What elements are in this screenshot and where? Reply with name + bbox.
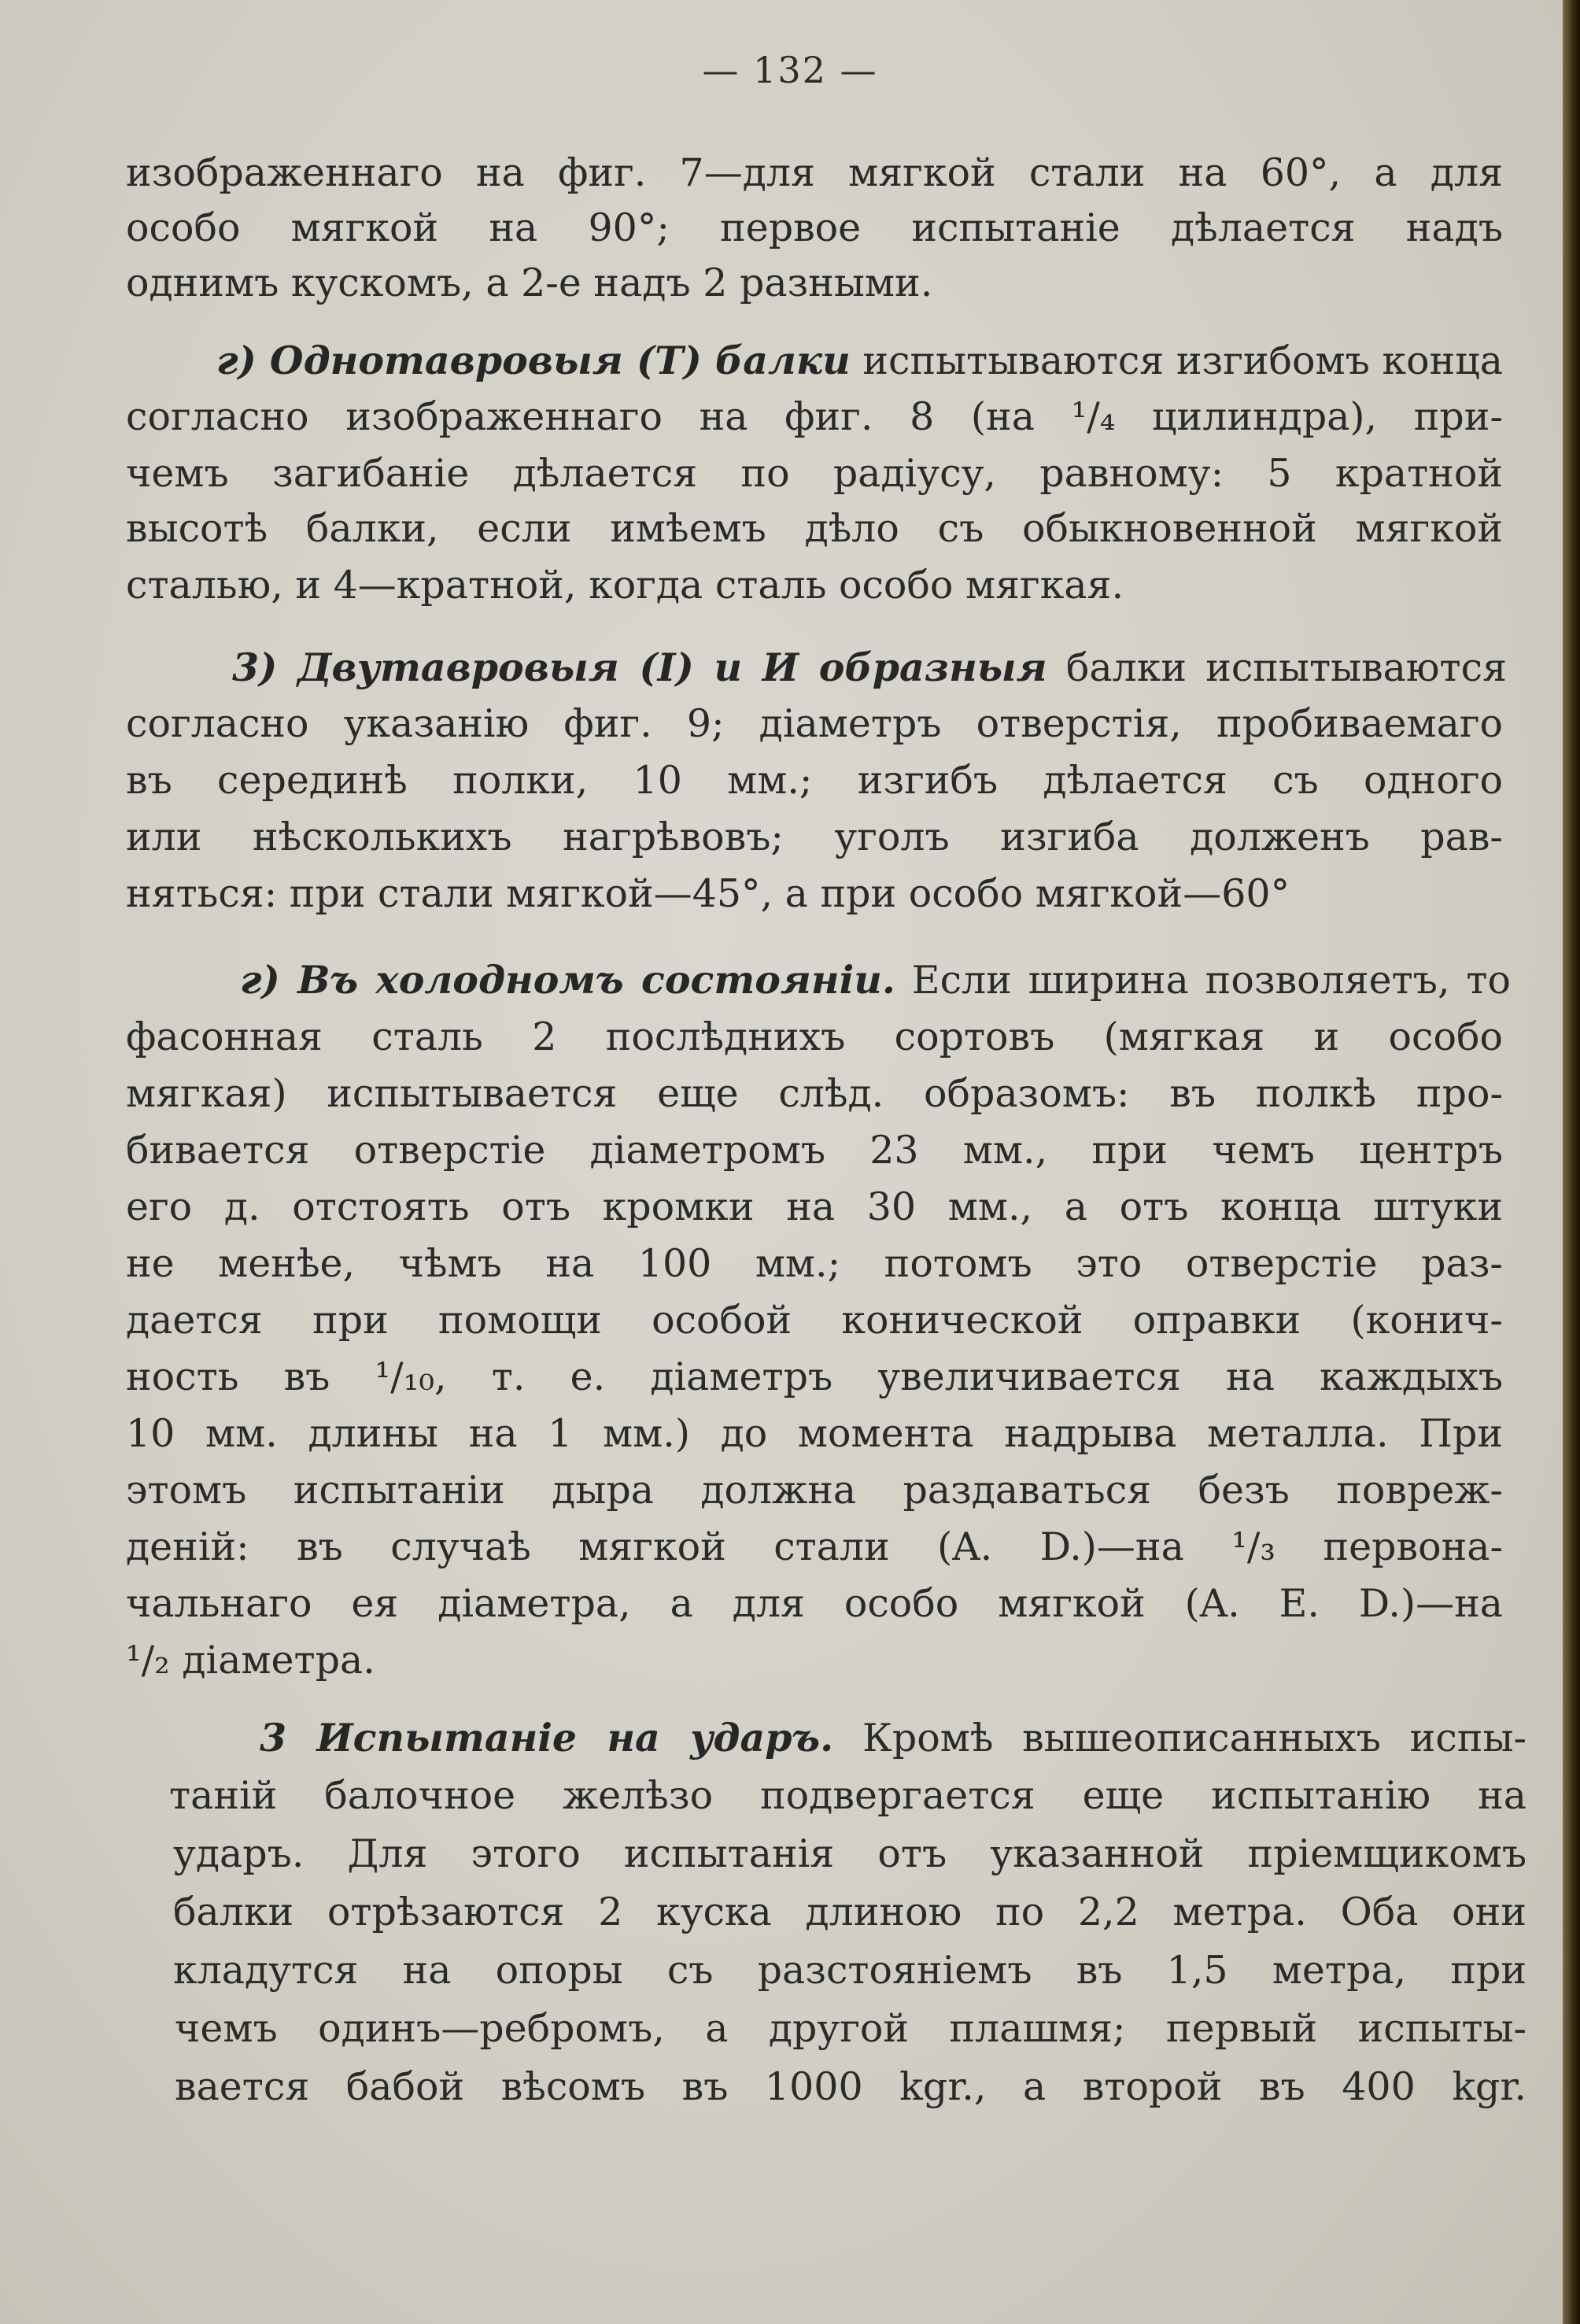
paragraph-first-line bbox=[216, 337, 1503, 385]
text-line: его д. отстоять отъ кромки на 30 мм., а отъ конца штуки bbox=[126, 1184, 1503, 1229]
text-line: чальнаго ея діаметра, а для особо мягкой (A. E. D.)—на bbox=[126, 1581, 1503, 1626]
paragraph-first-line bbox=[240, 956, 1511, 1004]
text-line: чемъ одинъ—ребромъ, а другой плашмя; первый испыты- bbox=[175, 2006, 1526, 2051]
paragraph-heading: 3 Испытаніе на ударъ. bbox=[260, 1715, 834, 1761]
book-spine bbox=[1563, 0, 1580, 2324]
text-line: таній балочное желѣзо подвергается еще испытанію на bbox=[169, 1773, 1526, 1818]
text-line: няться: при стали мягкой—45°, а при особо мягкой—60° bbox=[126, 871, 1290, 916]
paragraph-first-line bbox=[232, 644, 1507, 692]
paragraph-text: испытываются изгибомъ конца bbox=[862, 338, 1504, 383]
text-line: чемъ загибаніе дѣлается по радіусу, равному: 5 кратной bbox=[126, 451, 1503, 496]
page-number: — 132 — bbox=[702, 49, 878, 91]
text-line: изображеннаго на фиг. 7—для мягкой стали на 60°, а для bbox=[126, 150, 1503, 195]
text-line: согласно указанію фиг. 9; діаметръ отверстія, пробиваемаго bbox=[126, 701, 1503, 746]
text-line: не менѣе, чѣмъ на 100 мм.; потомъ это отверстіе раз- bbox=[126, 1241, 1503, 1286]
paragraph-text: Если ширина позволяетъ, то bbox=[911, 958, 1512, 1003]
text-line: однимъ кускомъ, а 2-е надъ 2 разными. bbox=[126, 260, 933, 305]
text-line: особо мягкой на 90°; первое испытаніе дѣлается надъ bbox=[126, 205, 1503, 250]
text-line: или нѣсколькихъ нагрѣвовъ; уголъ изгиба долженъ рав- bbox=[126, 815, 1503, 859]
paragraph-first-line bbox=[260, 1714, 1526, 1762]
paragraph-text: Кромѣ вышеописанныхъ испы- bbox=[862, 1716, 1526, 1761]
text-line: высотѣ балки, если имѣемъ дѣло съ обыкновенной мягкой bbox=[126, 506, 1503, 551]
text-line: фасонная сталь 2 послѣднихъ сортовъ (мягкая и особо bbox=[126, 1014, 1503, 1059]
text-line: дается при помощи особой конической оправки (конич- bbox=[126, 1298, 1503, 1343]
text-line: кладутся на опоры съ разстояніемъ въ 1,5 метра, при bbox=[173, 1948, 1526, 1993]
text-line: мягкая) испытывается еще слѣд. образомъ: въ полкѣ про- bbox=[126, 1071, 1503, 1116]
text-line: балки отрѣзаются 2 куска длиною по 2,2 метра. Оба они bbox=[173, 1890, 1526, 1934]
text-line: сталью, и 4—кратной, когда сталь особо мягкая. bbox=[126, 563, 1124, 608]
text-line: въ серединѣ полки, 10 мм.; изгибъ дѣлается съ одного bbox=[126, 758, 1503, 803]
paragraph-text: балки испытываются bbox=[1065, 645, 1507, 690]
text-line: 10 мм. длины на 1 мм.) до момента надрыва металла. При bbox=[126, 1411, 1503, 1456]
text-line: ударъ. Для этого испытанія отъ указанной пріемщикомъ bbox=[173, 1831, 1526, 1876]
text-line: ность въ ¹/₁₀, т. е. діаметръ увеличивается на каждыхъ bbox=[126, 1354, 1503, 1399]
text-line: бивается отверстіе діаметромъ 23 мм., при чемъ центръ bbox=[126, 1128, 1503, 1173]
paragraph-heading: г) Въ холодномъ состояніи. bbox=[240, 957, 895, 1003]
paragraph-heading: 3) Двутавровыя (I) и И образныя bbox=[232, 645, 1047, 690]
text-line: этомъ испытаніи дыра должна раздаваться безъ повреж- bbox=[126, 1468, 1503, 1513]
text-line: согласно изображеннаго на фиг. 8 (на ¹/₄ цилиндра), при- bbox=[126, 394, 1503, 439]
text-line: деній: въ случаѣ мягкой стали (A. D.)—на ¹/₃ первона- bbox=[126, 1524, 1503, 1569]
paragraph-heading: г) Однотавровыя (T) балки bbox=[216, 338, 851, 383]
text-line: ¹/₂ діаметра. bbox=[126, 1638, 375, 1683]
text-line: вается бабой вѣсомъ въ 1000 kgr., а второй въ 400 kgr. bbox=[175, 2064, 1526, 2109]
